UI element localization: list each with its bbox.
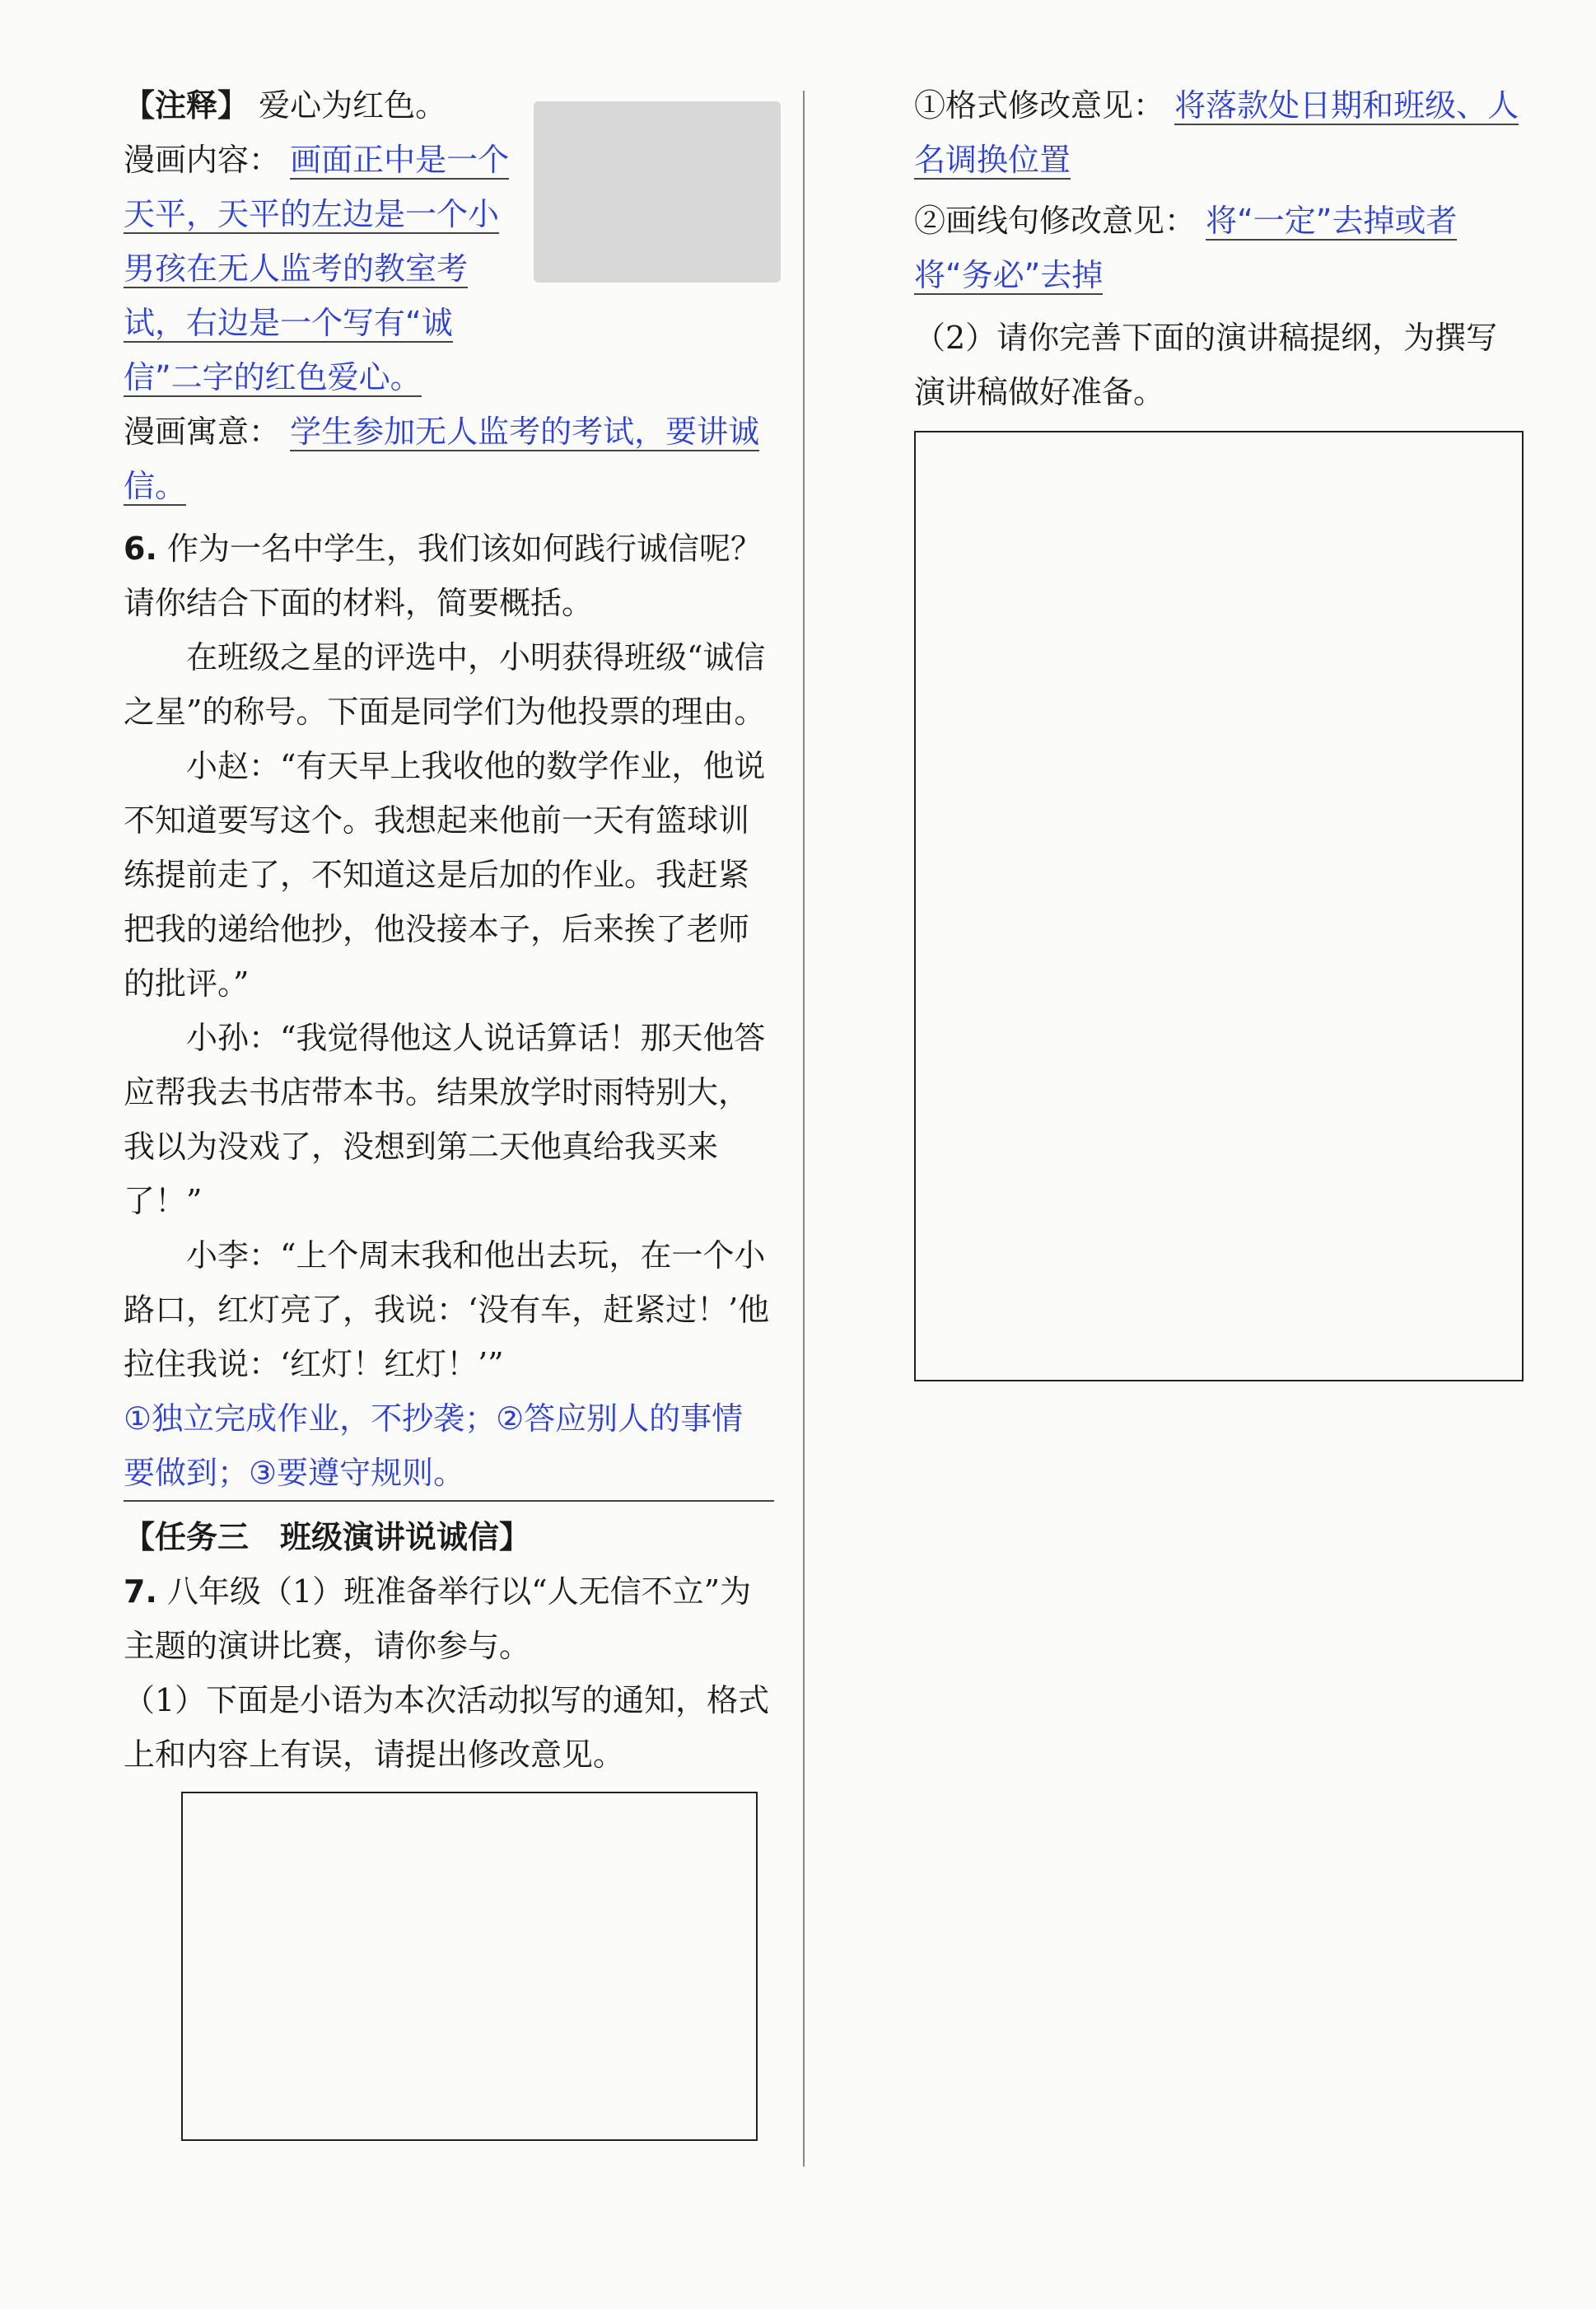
q6-answer: ①独立完成作业，不抄袭；②答应别人的事情要做到；③要遵守规则。	[124, 1391, 774, 1502]
material-3: 小孙：“我觉得他这人说话算话！那天他答应帮我去书店带本书。结果放学时雨特别大，我以为没戏了，没想到第二天他真给我买来了！”	[124, 1020, 766, 1219]
format-fix-label: ①格式修改意见：	[914, 87, 1165, 124]
q6-text: 作为一名中学生，我们该如何践行诚信呢？请你结合下面的材料，简要概括。	[124, 531, 762, 621]
question-7-2: （2）请你完善下面的演讲稿提纲，为撰写演讲稿做好准备。	[914, 320, 1498, 410]
question-6	[124, 521, 774, 630]
question-7-1: （1）下面是小语为本次活动拟写的通知，格式上和内容上有误，请提出修改意见。	[124, 1682, 770, 1773]
comic-content-label: 漫画内容：	[124, 142, 281, 178]
format-fix-answer: 将落款处日期和班级、人名调换位置	[914, 87, 1519, 178]
q6-number: 6.	[124, 531, 157, 567]
q7-text: 八年级（1）班准备举行以“人无信不立”为主题的演讲比赛，请你参与。	[124, 1573, 752, 1664]
cartoon-image	[534, 101, 781, 283]
q7-number: 7.	[124, 1573, 157, 1610]
right-column	[914, 78, 1524, 1381]
underline-fix-label: ②画线句修改意见：	[914, 203, 1197, 239]
comic-content	[124, 133, 511, 404]
comic-meaning-label: 漫画寓意：	[124, 414, 281, 450]
comic-meaning-answer: 学生参加无人监考的考试，要讲诚信。	[124, 414, 760, 504]
material-2: 小赵：“有天早上我收他的数学作业，他说不知道要写这个。我想起来他前一天有篮球训练提前走了，不知道这是后加的作业。我赶紧把我的递给他抄，他没接本子，后来挨了老师的批评。”	[124, 748, 766, 1002]
question-7	[124, 1564, 774, 1673]
underline-fix	[914, 194, 1524, 302]
note-text: 爱心为红色。	[259, 87, 447, 124]
note-label: 【注释】	[124, 86, 250, 124]
speech-outline-table	[914, 431, 1524, 1381]
material-1: 在班级之星的评选中，小明获得班级“诚信之星”的称号。下面是同学们为他投票的理由。	[124, 639, 766, 730]
column-divider	[803, 91, 805, 2166]
notice-box	[181, 1792, 758, 2141]
left-column	[124, 78, 774, 2141]
comic-content-answer: 画面正中是一个天平，天平的左边是一个小男孩在无人监考的教室考试，右边是一个写有“诚信”二字的红色爱心。	[124, 142, 510, 395]
comic-meaning	[124, 404, 774, 513]
underline-fix-answer: 将“一定”去掉或者将“务必”去掉	[914, 203, 1458, 293]
task-3-heading: 【任务三 班级演讲说诚信】	[124, 1518, 531, 1555]
material-4: 小李：“上个周末我和他出去玩，在一个小路口，红灯亮了，我说：‘没有车，赶紧过！’他拉住我说：‘红灯！红灯！’”	[124, 1237, 770, 1382]
format-fix	[914, 78, 1524, 187]
